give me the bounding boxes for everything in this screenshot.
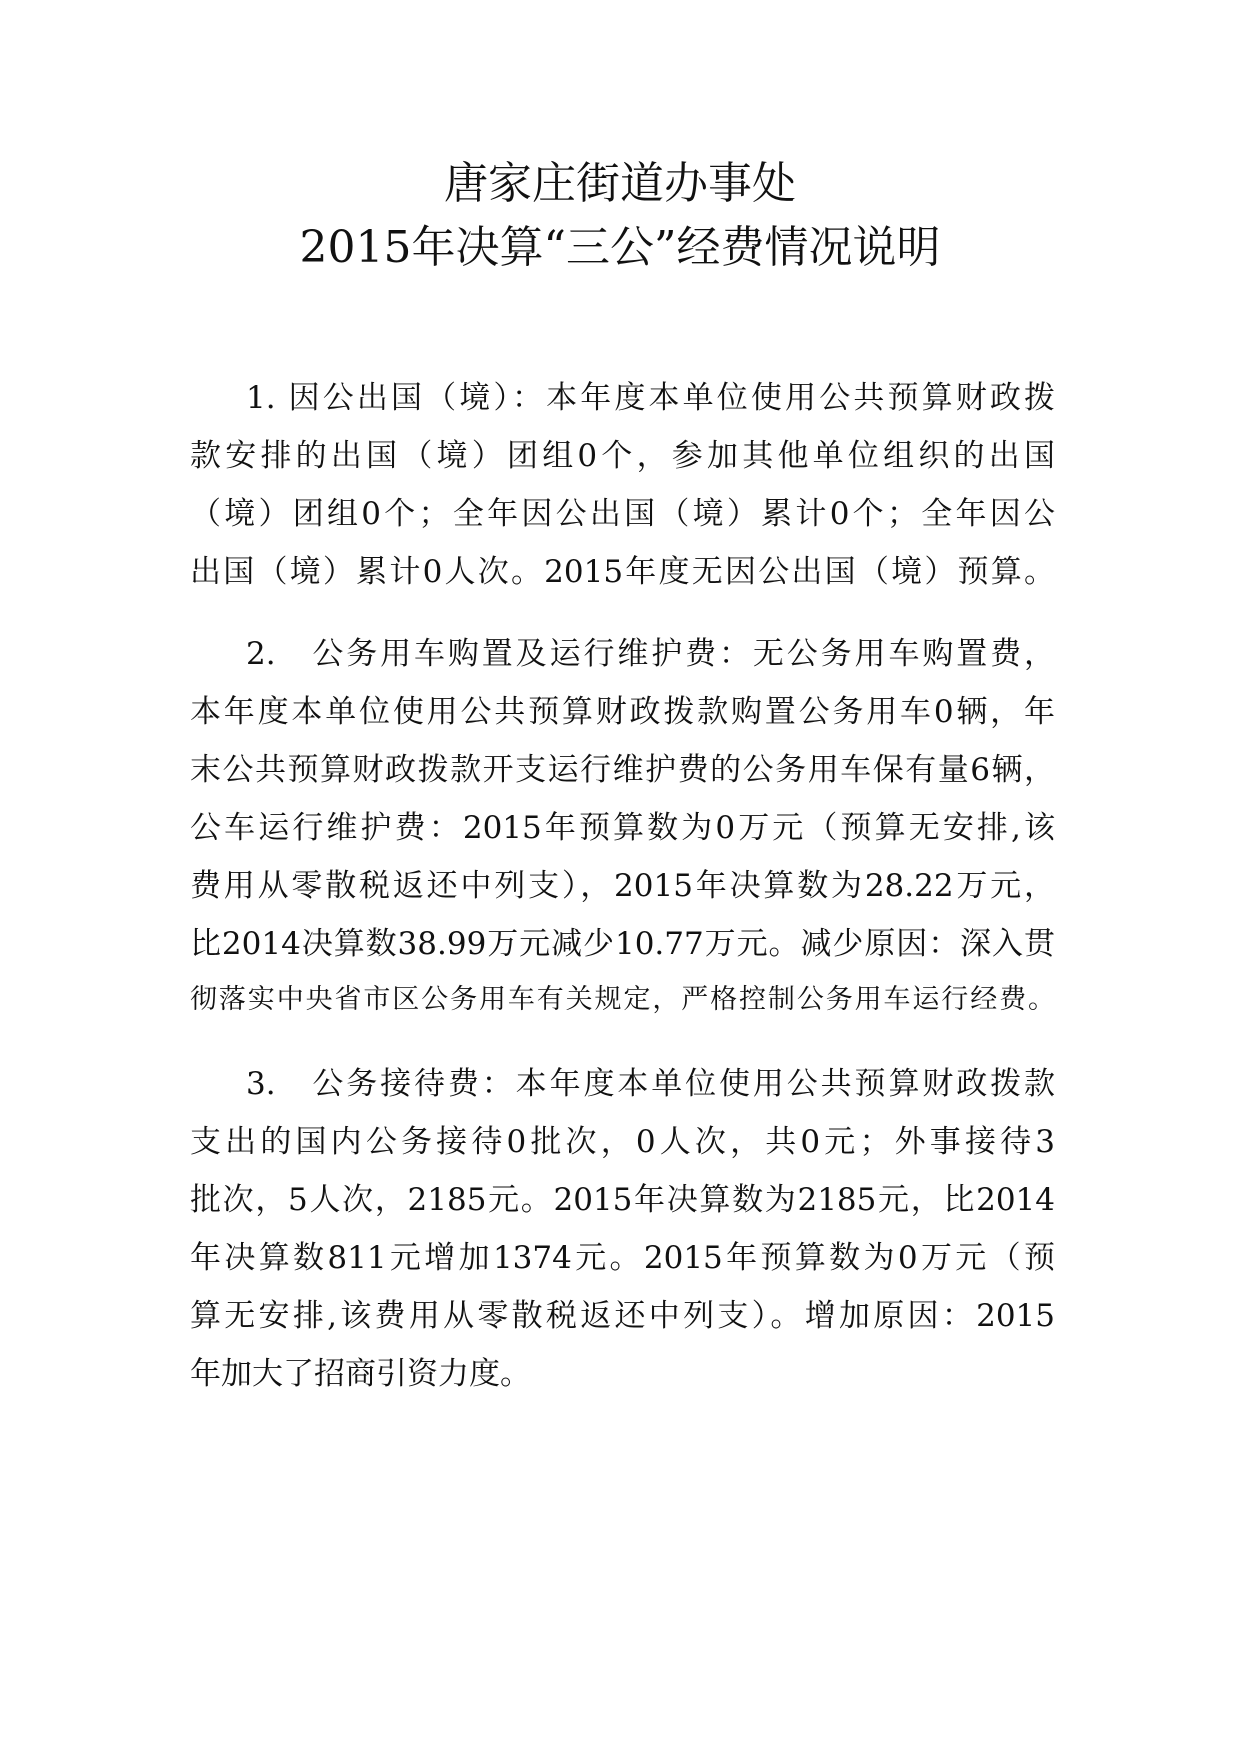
paragraph-line: 年决算数811元增加1374元。2015年预算数为0万元（预 xyxy=(190,1240,1055,1276)
paragraph-line: 1. 因公出国（境）：本年度本单位使用公共预算财政拨 xyxy=(246,380,1055,416)
paragraph-line: 末公共预算财政拨款开支运行维护费的公务用车保有量6辆， xyxy=(190,752,1055,788)
paragraph-line: 年加大了招商引资力度。 xyxy=(190,1356,531,1392)
paragraph-line: （境）团组0个；全年因公出国（境）累计0个；全年因公 xyxy=(190,496,1055,532)
document-title: 唐家庄街道办事处 xyxy=(444,158,796,209)
paragraph-line: 费用从零散税返还中列支），2015年决算数为28.22万元， xyxy=(190,868,1055,904)
paragraph-line: 批次，5人次，2185元。2015年决算数为2185元，比2014 xyxy=(190,1182,1055,1218)
paragraph-line: 3. 公务接待费：本年度本单位使用公共预算财政拨款 xyxy=(246,1066,1055,1102)
paragraph-line: 比2014决算数38.99万元减少10.77万元。减少原因：深入贯 xyxy=(190,926,1055,962)
document-subtitle: 2015年决算“三公”经费情况说明 xyxy=(299,222,941,273)
paragraph-line: 本年度本单位使用公共预算财政拨款购置公务用车0辆，年 xyxy=(190,694,1055,730)
paragraph-line: 2. 公务用车购置及运行维护费：无公务用车购置费， xyxy=(246,636,1055,672)
paragraph-line: 算无安排,该费用从零散税返还中列支）。增加原因：2015 xyxy=(190,1298,1055,1334)
paragraph-line: 支出的国内公务接待0批次，0人次，共0元；外事接待3 xyxy=(190,1124,1055,1160)
paragraph-line: 款安排的出国（境）团组0个，参加其他单位组织的出国 xyxy=(190,438,1055,474)
paragraph-line: 彻落实中央省市区公务用车有关规定，严格控制公务用车运行经费。 xyxy=(190,984,1055,1015)
paragraph-line: 公车运行维护费：2015年预算数为0万元（预算无安排,该 xyxy=(190,810,1055,846)
paragraph-line: 出国（境）累计0人次。2015年度无因公出国（境）预算。 xyxy=(190,554,1055,590)
